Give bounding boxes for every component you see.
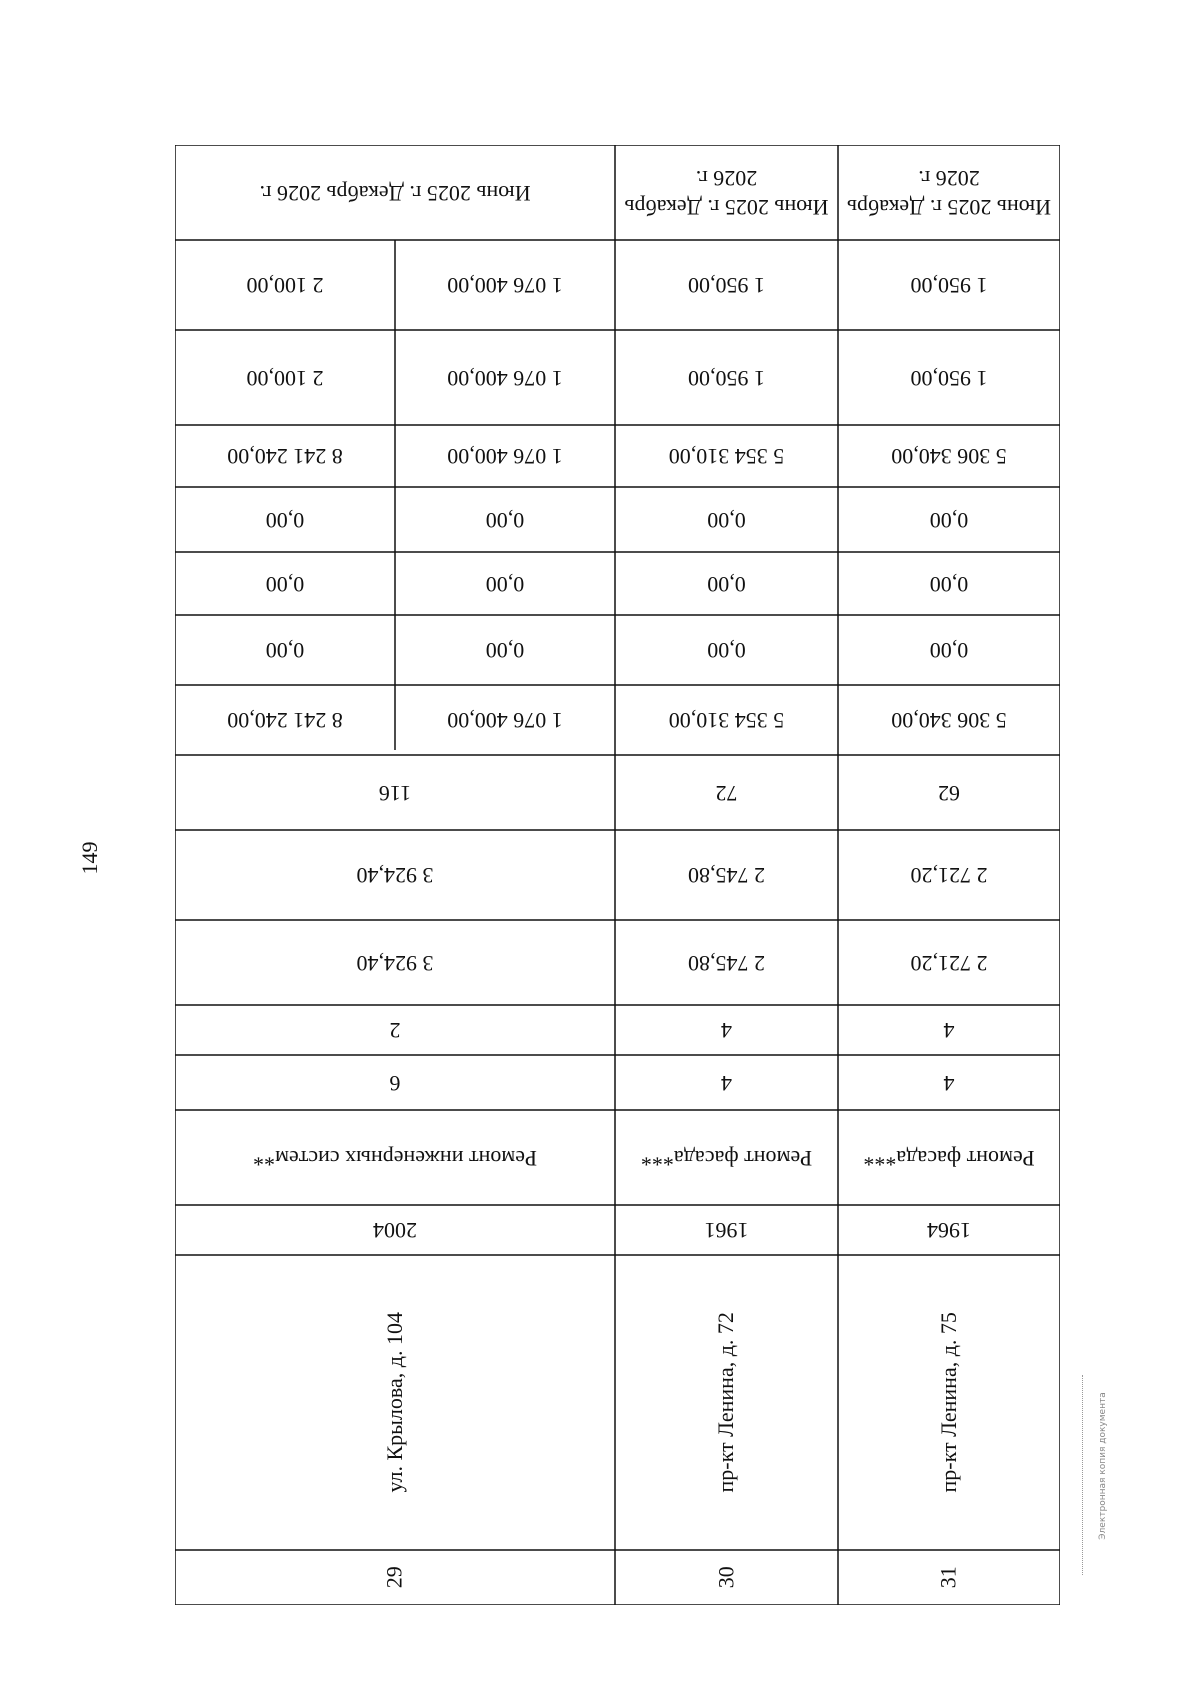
page-number: 149 [77,841,102,875]
period-cell: Июнь 2025 г. Декабрь 2026 г. [624,166,829,221]
value-cell: 1 076 400,00 [447,365,563,391]
value-cell: 1 950,00 [910,273,988,299]
row-number-wrap [615,1550,838,1605]
value-cell: 4 [943,1018,955,1044]
row-number-wrap [175,1550,615,1605]
address-cell: пр-кт Ленина, д. 75 [935,1312,961,1493]
value-cell: 5 354 310,00 [668,708,785,734]
value-cell: 1 076 400,00 [447,444,563,470]
period-cell: Июнь 2025 г. Декабрь 2026 г. [259,180,531,206]
value-cell: 1 076 400,00 [447,708,563,734]
row-number: 31 [935,1566,961,1589]
address-cell-wrap [838,1255,1060,1550]
year-cell: 1961 [704,1218,749,1244]
work-type-cell: Ремонт инженерных систем** [253,1145,537,1171]
value-cell: 0,00 [707,571,746,597]
side-stamp [1082,1375,1119,1575]
rotated-data-table [175,145,1060,1605]
value-cell: 0,00 [929,507,969,533]
value-cell: 5 306 340,00 [891,708,1007,734]
year-cell: 2004 [373,1218,417,1244]
value-cell: 2 721,20 [910,950,988,976]
value-cell: 2 745,80 [688,950,765,976]
value-cell: 72 [715,780,738,806]
value-cell: 0,00 [265,507,305,533]
value-cell: 3 924,40 [356,863,434,889]
value-cell: 1 076 400,00 [447,273,563,299]
period-cell: Июнь 2025 г. Декабрь 2026 г. [846,166,1052,221]
stamp-text: Электронная копия документа [1098,1392,1108,1540]
value-cell: 0,00 [929,638,969,664]
address-cell-wrap [615,1255,838,1550]
work-type-cell: Ремонт фасада*** [863,1145,1035,1171]
work-type-cell: Ремонт фасада*** [640,1145,813,1171]
value-cell: 2 100,00 [246,365,324,391]
value-cell: 0,00 [707,638,746,664]
value-cell: 8 241 240,00 [227,444,343,470]
value-cell: 4 [943,1070,955,1096]
value-cell: 2 745,80 [688,863,765,889]
value-cell: 0,00 [265,571,305,597]
value-cell: 5 354 310,00 [668,444,785,470]
value-cell: 0,00 [485,571,525,597]
value-cell: 0,00 [707,507,746,533]
value-cell: 0,00 [929,571,969,597]
value-cell: 2 [389,1018,401,1044]
value-cell: 0,00 [265,638,305,664]
value-cell: 3 924,40 [356,950,434,976]
value-cell: 8 241 240,00 [227,708,343,734]
value-cell: 2 721,20 [910,863,988,889]
value-cell: 62 [938,780,960,806]
value-cell: 1 950,00 [910,365,988,391]
row-number: 30 [713,1566,739,1589]
value-cell: 2 100,00 [246,273,324,299]
address-cell: ул. Крылова, д. 104 [381,1312,407,1493]
value-cell: 5 306 340,00 [891,444,1007,470]
value-cell: 4 [721,1018,732,1044]
year-cell: 1964 [927,1218,971,1244]
value-cell: 0,00 [485,507,525,533]
row-number: 29 [381,1566,407,1589]
row-number-wrap [838,1550,1060,1605]
value-cell: 4 [721,1070,732,1096]
value-cell: 1 950,00 [688,365,765,391]
address-cell-wrap [175,1255,615,1550]
address-cell: пр-кт Ленина, д. 72 [713,1312,739,1493]
value-cell: 116 [378,780,412,806]
value-cell: 1 950,00 [688,273,765,299]
value-cell: 0,00 [485,638,525,664]
value-cell: 6 [389,1070,401,1096]
